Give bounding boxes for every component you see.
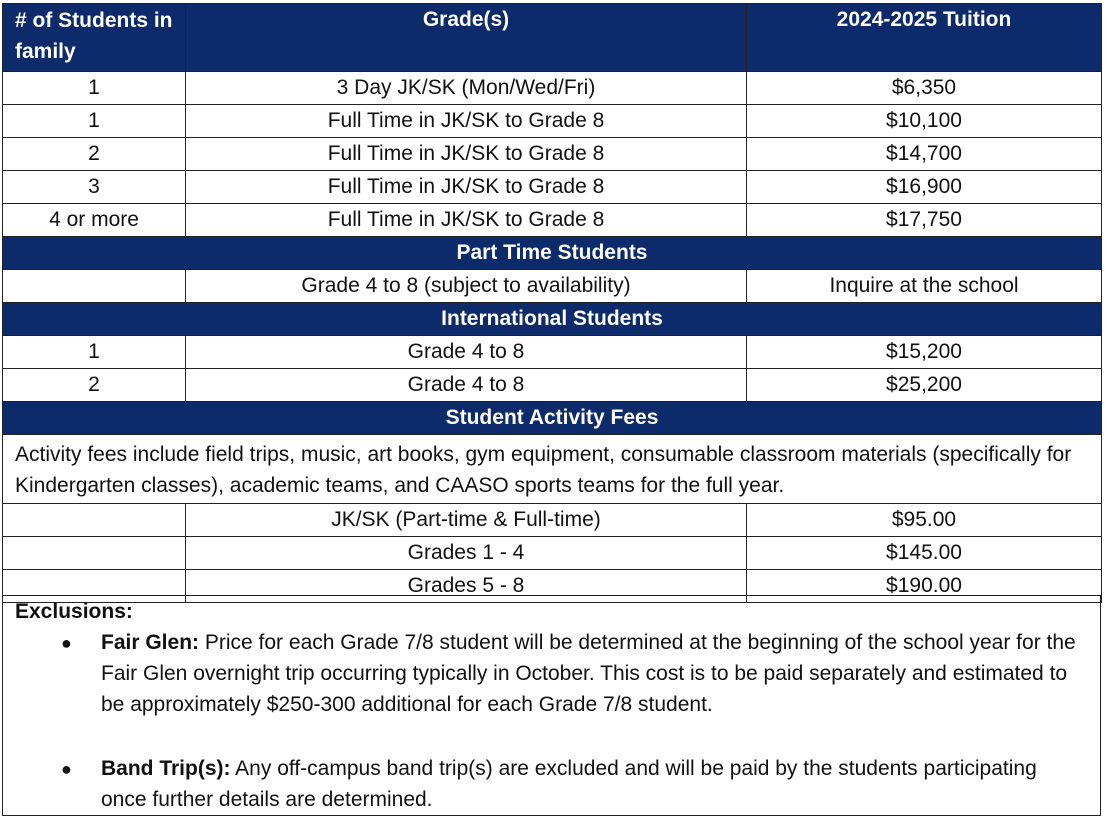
section-header-activity-fees bbox=[3, 402, 1102, 435]
students-cell: 4 or more bbox=[3, 204, 186, 237]
table-row bbox=[3, 504, 1102, 537]
tuition-cell: $14,700 bbox=[747, 138, 1102, 171]
grade-cell: Full Time in JK/SK to Grade 8 bbox=[186, 204, 747, 237]
students-cell bbox=[3, 270, 186, 303]
students-cell bbox=[3, 537, 186, 570]
grade-cell: Grades 1 - 4 bbox=[186, 537, 747, 570]
table-row bbox=[3, 204, 1102, 237]
bullet-icon: ● bbox=[61, 633, 72, 653]
table-row bbox=[3, 138, 1102, 171]
grade-cell: Full Time in JK/SK to Grade 8 bbox=[186, 105, 747, 138]
activity-description-row bbox=[3, 435, 1102, 504]
exclusion-label: Fair Glen: bbox=[101, 631, 200, 654]
tuition-cell: $15,200 bbox=[747, 336, 1102, 369]
exclusion-text: Any off-campus band trip(s) are excluded and will be paid by the students participating once further details are determined. bbox=[101, 757, 1037, 811]
table-row bbox=[3, 171, 1102, 204]
exclusion-item-fair-glen bbox=[101, 627, 1086, 720]
grade-cell: JK/SK (Part-time & Full-time) bbox=[186, 504, 747, 537]
tuition-cell: $10,100 bbox=[747, 105, 1102, 138]
exclusions-section bbox=[2, 595, 1101, 816]
tuition-table bbox=[2, 3, 1102, 603]
table-row bbox=[3, 105, 1102, 138]
students-cell: 1 bbox=[3, 336, 186, 369]
section-header-part-time bbox=[3, 237, 1102, 270]
students-cell: 3 bbox=[3, 171, 186, 204]
tuition-cell: Inquire at the school bbox=[747, 270, 1102, 303]
grade-cell: Grades 5 - 8 bbox=[186, 570, 747, 603]
students-cell: 1 bbox=[3, 105, 186, 138]
grade-cell: 3 Day JK/SK (Mon/Wed/Fri) bbox=[186, 72, 747, 105]
table-row bbox=[3, 336, 1102, 369]
header-students: # of Students in family bbox=[3, 4, 186, 72]
tuition-cell: $16,900 bbox=[747, 171, 1102, 204]
fee-cell: $145.00 bbox=[747, 537, 1102, 570]
table-row bbox=[3, 72, 1102, 105]
exclusions-title: Exclusions: bbox=[15, 600, 133, 623]
fee-cell: $190.00 bbox=[747, 570, 1102, 603]
exclusion-item-band-trips bbox=[101, 753, 1086, 815]
table-row bbox=[3, 270, 1102, 303]
table-row bbox=[3, 369, 1102, 402]
bullet-icon: ● bbox=[61, 759, 72, 779]
exclusion-text: Price for each Grade 7/8 student will be determined at the beginning of the school year for the Fair Glen overnight trip occurring typically in October. This cost is to be paid separately and estimated to be approximately $250-300 additional for each Grade 7/8 student. bbox=[101, 631, 1076, 716]
students-cell: 2 bbox=[3, 138, 186, 171]
students-cell: 2 bbox=[3, 369, 186, 402]
grade-cell: Full Time in JK/SK to Grade 8 bbox=[186, 138, 747, 171]
grade-cell: Grade 4 to 8 (subject to availability) bbox=[186, 270, 747, 303]
section-header-international bbox=[3, 303, 1102, 336]
table-header-row bbox=[3, 4, 1102, 72]
students-cell: 1 bbox=[3, 72, 186, 105]
header-tuition: 2024-2025 Tuition bbox=[747, 4, 1102, 72]
grade-cell: Full Time in JK/SK to Grade 8 bbox=[186, 171, 747, 204]
exclusion-label: Band Trip(s): bbox=[101, 757, 231, 780]
fee-cell: $95.00 bbox=[747, 504, 1102, 537]
activity-description: Activity fees include field trips, music, art books, gym equipment, consumable classroom materials (specifically for Kindergarten classes), academic teams, and CAASO sports teams for the full year. bbox=[3, 435, 1102, 504]
section-title: Part Time Students bbox=[3, 237, 1102, 270]
table-row bbox=[3, 537, 1102, 570]
grade-cell: Grade 4 to 8 bbox=[186, 369, 747, 402]
section-title: International Students bbox=[3, 303, 1102, 336]
grade-cell: Grade 4 to 8 bbox=[186, 336, 747, 369]
students-cell bbox=[3, 504, 186, 537]
header-grades: Grade(s) bbox=[186, 4, 747, 72]
tuition-cell: $6,350 bbox=[747, 72, 1102, 105]
tuition-cell: $17,750 bbox=[747, 204, 1102, 237]
tuition-cell: $25,200 bbox=[747, 369, 1102, 402]
section-title: Student Activity Fees bbox=[3, 402, 1102, 435]
